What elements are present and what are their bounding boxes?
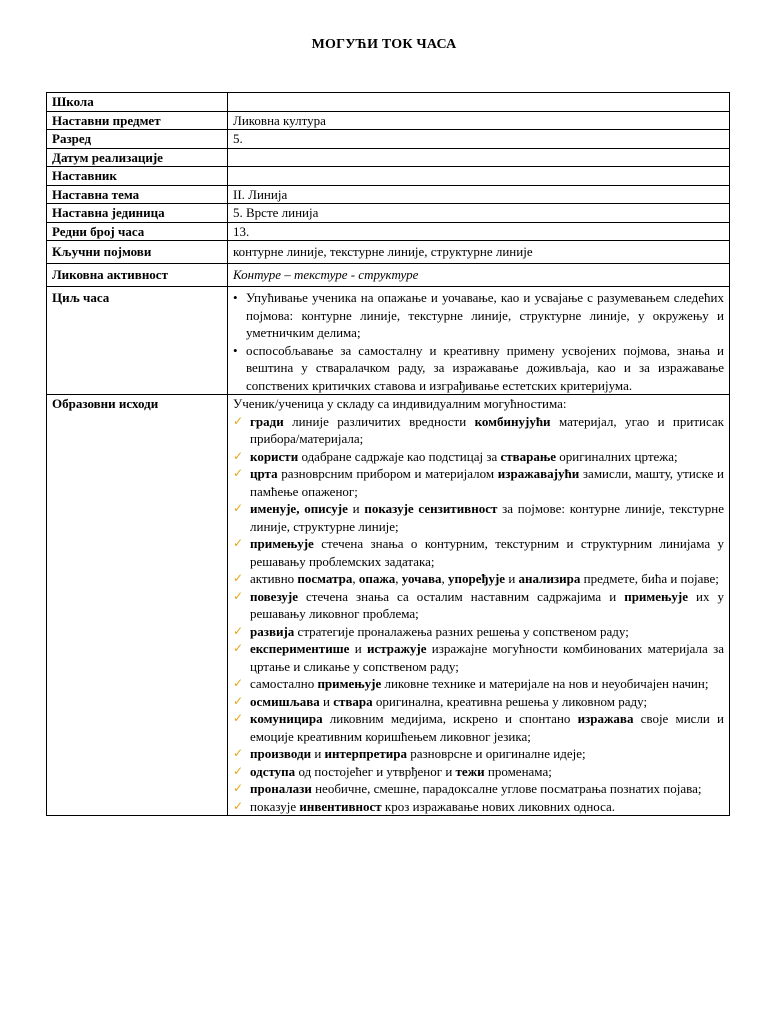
row-school — [47, 93, 730, 112]
outcome-item — [233, 500, 724, 535]
row-lesson-number — [47, 222, 730, 241]
outcome-keyword: интерпретира — [324, 746, 407, 761]
outcome-text: и — [349, 641, 367, 656]
label-grade: Разред — [47, 130, 228, 149]
outcome-keyword: проналази — [250, 781, 312, 796]
outcome-item — [233, 570, 724, 588]
outcome-item — [233, 588, 724, 623]
checkmark-icon: ✓ — [233, 571, 244, 585]
outcome-text: разноврсним прибором и материјалом — [277, 466, 498, 481]
label-teacher: Наставник — [47, 167, 228, 186]
outcome-text: самостално — [250, 676, 318, 691]
value-topic: II. Линија — [228, 185, 730, 204]
value-lesson-goal — [228, 287, 730, 395]
outcome-keyword: упоређује — [448, 571, 506, 586]
outcome-keyword: производи — [250, 746, 312, 761]
outcome-keyword: одступа — [250, 763, 296, 779]
outcome-keyword: именује, описује — [250, 501, 348, 516]
checkmark-icon: ✓ — [233, 623, 244, 638]
outcome-keyword: ствара — [333, 693, 373, 709]
outcome-text: и — [347, 501, 365, 516]
outcome-text: стечена знања о контурним, текстурним и структурним линијама у решавању проблемских задатака; — [250, 536, 724, 569]
outcome-text: за појмове: контурне линије, текстурне линије, структурне линије; — [250, 501, 725, 534]
outcome-text: , — [352, 571, 359, 586]
outcome-item — [233, 780, 724, 798]
value-subject: Ликовна култура — [228, 111, 730, 130]
checkmark-icon: ✓ — [233, 536, 244, 550]
outcome-keyword: анализира — [518, 571, 581, 586]
outcome-item — [233, 745, 724, 763]
lesson-plan-table — [46, 92, 730, 816]
goal-item — [233, 289, 724, 342]
outcome-keyword: опажа — [358, 571, 396, 586]
checkmark-icon: ✓ — [233, 641, 244, 655]
outcome-text: предмете, бића и појаве; — [580, 571, 719, 586]
page-title: МОГУЋИ ТОК ЧАСА — [311, 37, 457, 52]
outcome-text: их у решавању ликовног проблема; — [250, 588, 724, 621]
row-teacher — [47, 167, 730, 186]
outcome-list — [233, 413, 724, 816]
goal-item — [233, 342, 724, 395]
checkmark-icon: ✓ — [233, 676, 244, 690]
checkmark-icon: ✓ — [233, 746, 244, 760]
outcome-keyword: комбинујући — [474, 413, 551, 429]
outcome-keyword: посматра — [297, 571, 353, 586]
outcome-text: ликовним медијима, искрено и спонтано — [322, 711, 578, 726]
checkmark-icon: ✓ — [233, 781, 244, 795]
outcome-text: изражајне могућности комбинованих материјала за цртање и сликање у сопственом раду; — [250, 641, 724, 674]
value-unit: 5. Врсте линија — [228, 204, 730, 223]
label-subject: Наставни предмет — [47, 111, 228, 130]
outcome-keyword: повезује — [250, 588, 299, 604]
checkmark-icon: ✓ — [233, 466, 244, 480]
row-grade — [47, 130, 730, 149]
outcome-text: кроз изражавање нових ликовних односа. — [381, 798, 616, 814]
checkmark-icon: ✓ — [233, 448, 244, 463]
outcome-item — [233, 413, 724, 448]
outcome-text: од постојећег и утврђеног и — [295, 763, 456, 779]
outcome-text: променама; — [484, 763, 552, 779]
outcome-text: разноврсне и оригиналне идеје; — [407, 746, 586, 761]
row-lesson-goal — [47, 287, 730, 395]
outcome-text: стратегије проналажења разних решења у сопственом раду; — [294, 623, 629, 639]
outcome-text: и — [505, 571, 519, 586]
value-outcomes — [228, 395, 730, 816]
outcome-item — [233, 623, 724, 641]
outcome-text: своје мисли и емоције креативним коришћењем ликовног језика; — [250, 711, 724, 744]
outcome-keyword: експериментише — [250, 641, 350, 656]
row-subject — [47, 111, 730, 130]
outcome-text: активно — [250, 571, 298, 586]
outcome-keyword: црта — [250, 466, 278, 481]
outcome-text: стечена знања са осталим наставним садржајима и — [298, 588, 625, 604]
outcome-keyword: стварање — [500, 448, 557, 464]
outcome-keyword: примењује — [624, 588, 688, 604]
label-topic: Наставна тема — [47, 185, 228, 204]
outcome-keyword: осмишљава — [250, 693, 320, 709]
label-outcomes: Образовни исходи — [47, 395, 228, 816]
outcome-keyword: користи — [250, 448, 299, 464]
outcome-keyword: инвентивност — [299, 798, 382, 814]
outcome-item — [233, 693, 724, 711]
outcome-text: ликовне технике и материјале на нов и неуобичајен начин; — [381, 676, 709, 691]
label-lesson-number: Редни број часа — [47, 222, 228, 241]
label-lesson-goal: Циљ часа — [47, 287, 228, 395]
outcome-keyword: изражава — [577, 711, 634, 726]
outcome-text: и — [319, 693, 334, 709]
outcome-text: линије различитих вредности — [283, 413, 475, 429]
outcome-keyword: тежи — [455, 763, 485, 779]
label-unit: Наставна јединица — [47, 204, 228, 223]
goal-text: Упућивање ученика на опажање и уочавање, као и усвајање с разумевањем следећих појмова: контурне линије, текстурне линије, структурне линије, у окружењу и уметничким делима; — [246, 290, 724, 340]
goal-text: оспособљавање за самосталну и креативну примену усвојених појмова, знања и вештина у стваралачком раду, за изражавање доживљаја, као и за изражавање сопствених критичких ставова и изграђивање естетских критеријума. — [246, 342, 724, 393]
outcome-item — [233, 465, 724, 500]
outcome-keyword: уочава — [401, 571, 442, 586]
outcome-text: материјал, угао и притисак прибора/материјала; — [250, 413, 724, 446]
outcome-item — [233, 535, 724, 570]
label-school: Школа — [47, 93, 228, 112]
value-art-activity: Контуре – текстуре - структуре — [228, 264, 730, 287]
outcome-text: оригиналних цртежа; — [556, 448, 678, 464]
label-art-activity: Ликовна активност — [47, 264, 228, 287]
checkmark-icon: ✓ — [233, 711, 244, 725]
outcome-keyword: комуницира — [250, 711, 323, 726]
checkmark-icon: ✓ — [233, 763, 244, 778]
outcome-text: показује — [250, 798, 300, 814]
outcome-item — [233, 710, 724, 745]
checkmark-icon: ✓ — [233, 798, 244, 813]
row-topic — [47, 185, 730, 204]
checkmark-icon: ✓ — [233, 693, 244, 708]
outcome-keyword: гради — [250, 413, 284, 429]
row-unit — [47, 204, 730, 223]
outcome-keyword: изражавајући — [497, 466, 580, 481]
label-date: Датум реализације — [47, 148, 228, 167]
outcome-text: одабране садржаје као подстицај за — [298, 448, 501, 464]
outcome-keyword: показује сензитивност — [364, 501, 498, 516]
value-school — [228, 93, 730, 112]
label-key-terms: Кључни појмови — [47, 241, 228, 264]
row-key-terms — [47, 241, 730, 264]
value-teacher — [228, 167, 730, 186]
outcome-keyword: истражује — [366, 641, 427, 656]
value-lesson-number: 13. — [228, 222, 730, 241]
outcome-item — [233, 640, 724, 675]
checkmark-icon: ✓ — [233, 413, 244, 428]
checkmark-icon: ✓ — [233, 501, 244, 515]
outcome-item — [233, 448, 724, 466]
row-outcomes — [47, 395, 730, 816]
outcome-text: , — [441, 571, 448, 586]
outcome-text: замисли, машту, утиске и памћење опаженог; — [250, 466, 724, 499]
outcome-item — [233, 763, 724, 781]
outcome-keyword: примењује — [250, 536, 314, 551]
value-key-terms: контурне линије, текстурне линије, структурне линије — [228, 241, 730, 264]
outcome-keyword: примењује — [317, 676, 382, 691]
outcome-text: , — [395, 571, 402, 586]
outcome-keyword: развија — [250, 623, 295, 639]
checkmark-icon: ✓ — [233, 588, 244, 603]
value-date — [228, 148, 730, 167]
row-date — [47, 148, 730, 167]
outcome-text: оригинална, креативна решења у ликовном раду; — [372, 693, 648, 709]
goal-list — [233, 289, 724, 394]
outcome-item — [233, 675, 724, 693]
outcome-item — [233, 798, 724, 816]
outcome-text: и — [311, 746, 325, 761]
outcome-text: необичне, смешне, парадоксалне углове посматрања познатих појава; — [311, 781, 702, 796]
value-grade: 5. — [228, 130, 730, 149]
row-art-activity — [47, 264, 730, 287]
outcomes-intro: Ученик/ученица у складу са индивидуалним могућностима: — [233, 396, 567, 411]
